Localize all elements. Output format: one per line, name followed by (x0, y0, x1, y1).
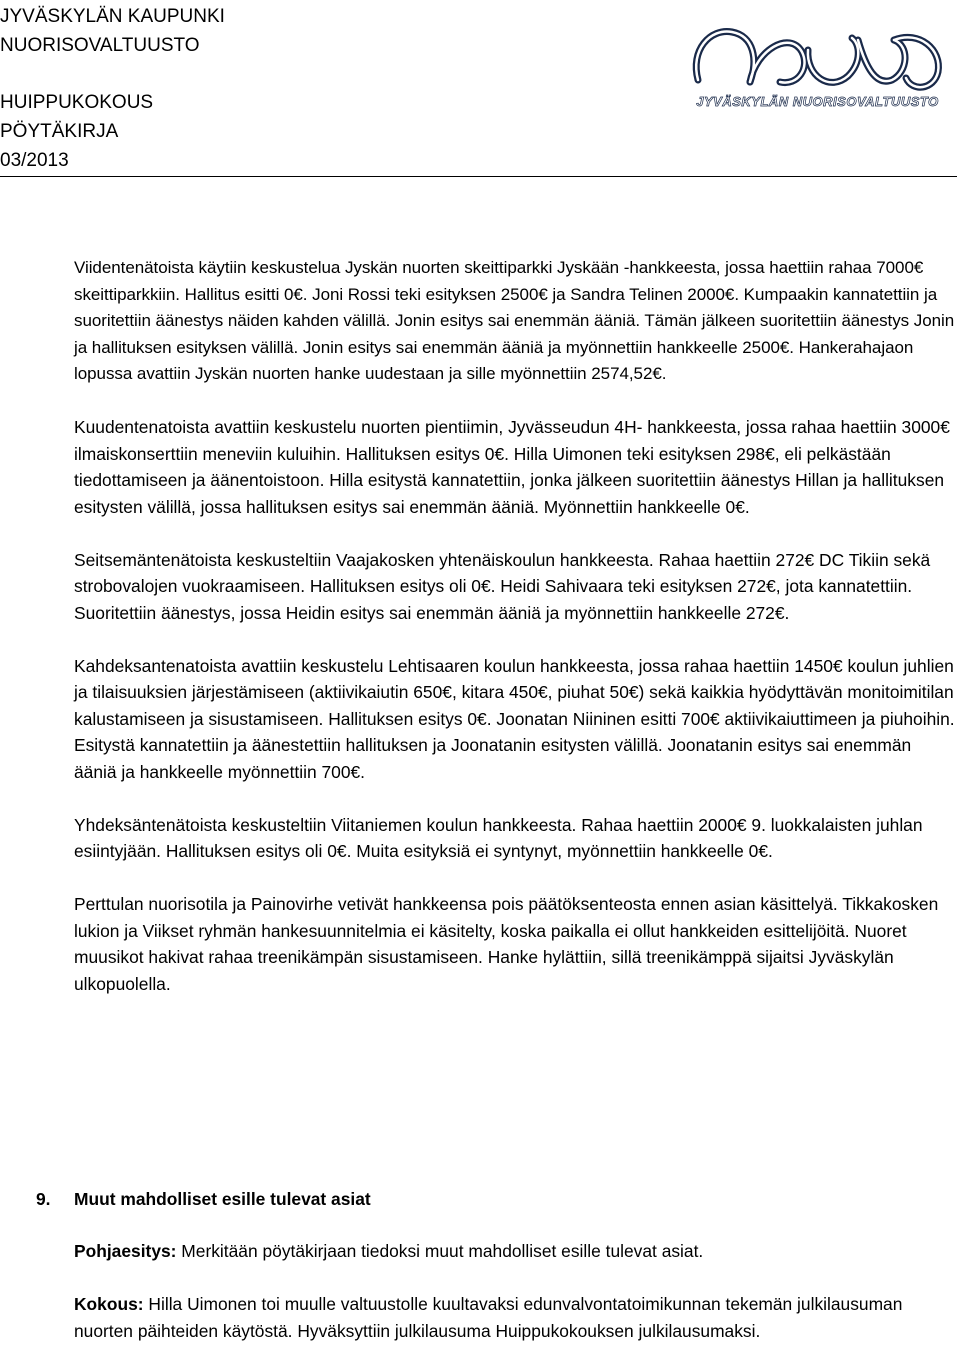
meeting-name: HUIPPUKOKOUS (0, 92, 154, 113)
city-name: JYVÄSKYLÄN KAUPUNKI (0, 6, 225, 27)
logo-caption: JYVÄSKYLÄN NUORISOVALTUUSTO (696, 94, 939, 109)
header-divider (0, 176, 957, 177)
paragraph-item-16: Kuudentenatoista avattiin keskustelu nuorten pientiimin, Jyvässeudun 4H- hankkeesta, jossa rahaa haettiin 3000€ ilmaiskonserttiin meneviin kuluihin. Hallituksen esitys 0€. Hilla Uimonen teki esityksen 298€, eli pelkästään tiedottamiseen ja äänentoistoon. Hilla esitystä kannatettiin, jonka jälkeen suoritettiin äänestys Hillan ja hallituksen esitysten välillä, jossa hallituksen esitys sai enemmän ääniä. Myönnettiin hankkeelle 0€. (74, 417, 950, 517)
minutes-body (74, 255, 958, 1024)
paragraph-item-19: Yhdeksäntenätoista keskusteltiin Viitaniemen koulun hankkeesta. Rahaa haettiin 2000€ 9. luokkalaisten juhlan esiintyjään. Hallituksen esitys oli 0€. Muita esityksiä ei syntynyt, myönnettiin hankkeelle 0€. (74, 814, 923, 861)
section-number: 9. (36, 1189, 51, 1209)
proposal-text: Merkitään pöytäkirjaan tiedoksi muut mahdolliset esille tulevat asiat. (176, 1241, 704, 1261)
meeting-paragraph (74, 1291, 958, 1344)
meeting-label: Kokous: (74, 1294, 144, 1314)
council-name: NUORISOVALTUUSTO (0, 35, 200, 56)
section-body (74, 1238, 958, 1371)
paragraph-item-15: Viidentenätoista käytiin keskustelua Jyskän nuorten skeittiparkki Jyskään -hankkeesta, jossa haettiin rahaa 7000€ skeittiparkkiin. Hallitus esitti 0€. Joni Rossi teki esityksen 2500€ ja Sandra Telinen 2000€. Kumpaakin kannatettiin ja suoritettiin äänestys näiden kahden välillä. Jonin esitys sai enemmän ääniä. Tämän jälkeen suoritettiin äänestys Jonin ja hallituksen esityksen välillä. Jonin esitys sai enemmän ääniä ja myönnettiin hankkeelle 2500€. Hankerahajaon lopussa avattiin Jyskän nuorten hanke uudestaan ja sille myönnettiin 2574,52€. (74, 258, 955, 383)
paragraph-item-18: Kahdeksantenatoista avattiin keskustelu Lehtisaaren koulun hankkeesta, jossa rahaa haettiin 1450€ koulun juhlien ja tilaisuuksien järjestämiseen (aktiivikaiutin 650€, kitara 450€, piuhat 50€) sekä kaikkia hyödyttävän monitoimitilan kalustamiseen ja sisustamiseen. Hallituksen esitys 0€. Joonatan Niininen esitti 700€ aktiivikaiuttimeen ja piuhoihin. Esitystä kannatettiin ja äänestettiin hallituksen ja Joonatanin esitysten välillä. Joonatanin esitys sai enemmän ääniä ja hankkeelle myönnettiin 700€. (74, 655, 955, 782)
meeting-text: Hilla Uimonen toi muulle valtuustolle kuultavaksi edunvalvontatoimikunnan tekemän julkilausuman nuorten päihteiden käytöstä. Hyväksyttiin julkilausuma Huippukokouksen julkilausumaksi. (74, 1294, 903, 1341)
section-title: Muut mahdolliset esille tulevat asiat (74, 1189, 371, 1209)
proposal-paragraph (74, 1238, 958, 1265)
paragraph-withdrawn-projects: Perttulan nuorisotila ja Painovirhe vetivät hankkeensa pois päätöksenteosta ennen asian käsittelyä. Tikkakosken lukion ja Viikset ryhmän hankesuunnitelmia ei käsitelty, koska paikalla ei ollut hankkeiden esittelijöitä. Nuoret muusikot hakivat rahaa treenikämpän sisustamiseen. Hanke hylättiin, sillä treenikämppä sijaitsi Jyväskylän ulkopuolella. (74, 894, 939, 994)
document-info-block (0, 88, 153, 175)
proposal-label: Pohjaesitys: (74, 1241, 177, 1261)
document-header (0, 0, 960, 180)
paragraph-item-17: Seitsemäntenätoista keskusteltiin Vaajakosken yhtenäiskoulun hankkeesta. Rahaa haettiin 272€ DC Tikiin sekä strobovalojen vuokraamiseen. Hallituksen esitys oli 0€. Heidi Sahivaara teki esityksen 272€, jota kannatettiin. Suoritettiin äänestys, jossa Heidin esitys sai enemmän ääniä ja myönnettiin hankkeelle 272€. (74, 549, 931, 623)
document-type: PÖYTÄKIRJA (0, 121, 119, 142)
document-number: 03/2013 (0, 150, 69, 171)
organization-block (0, 2, 225, 60)
